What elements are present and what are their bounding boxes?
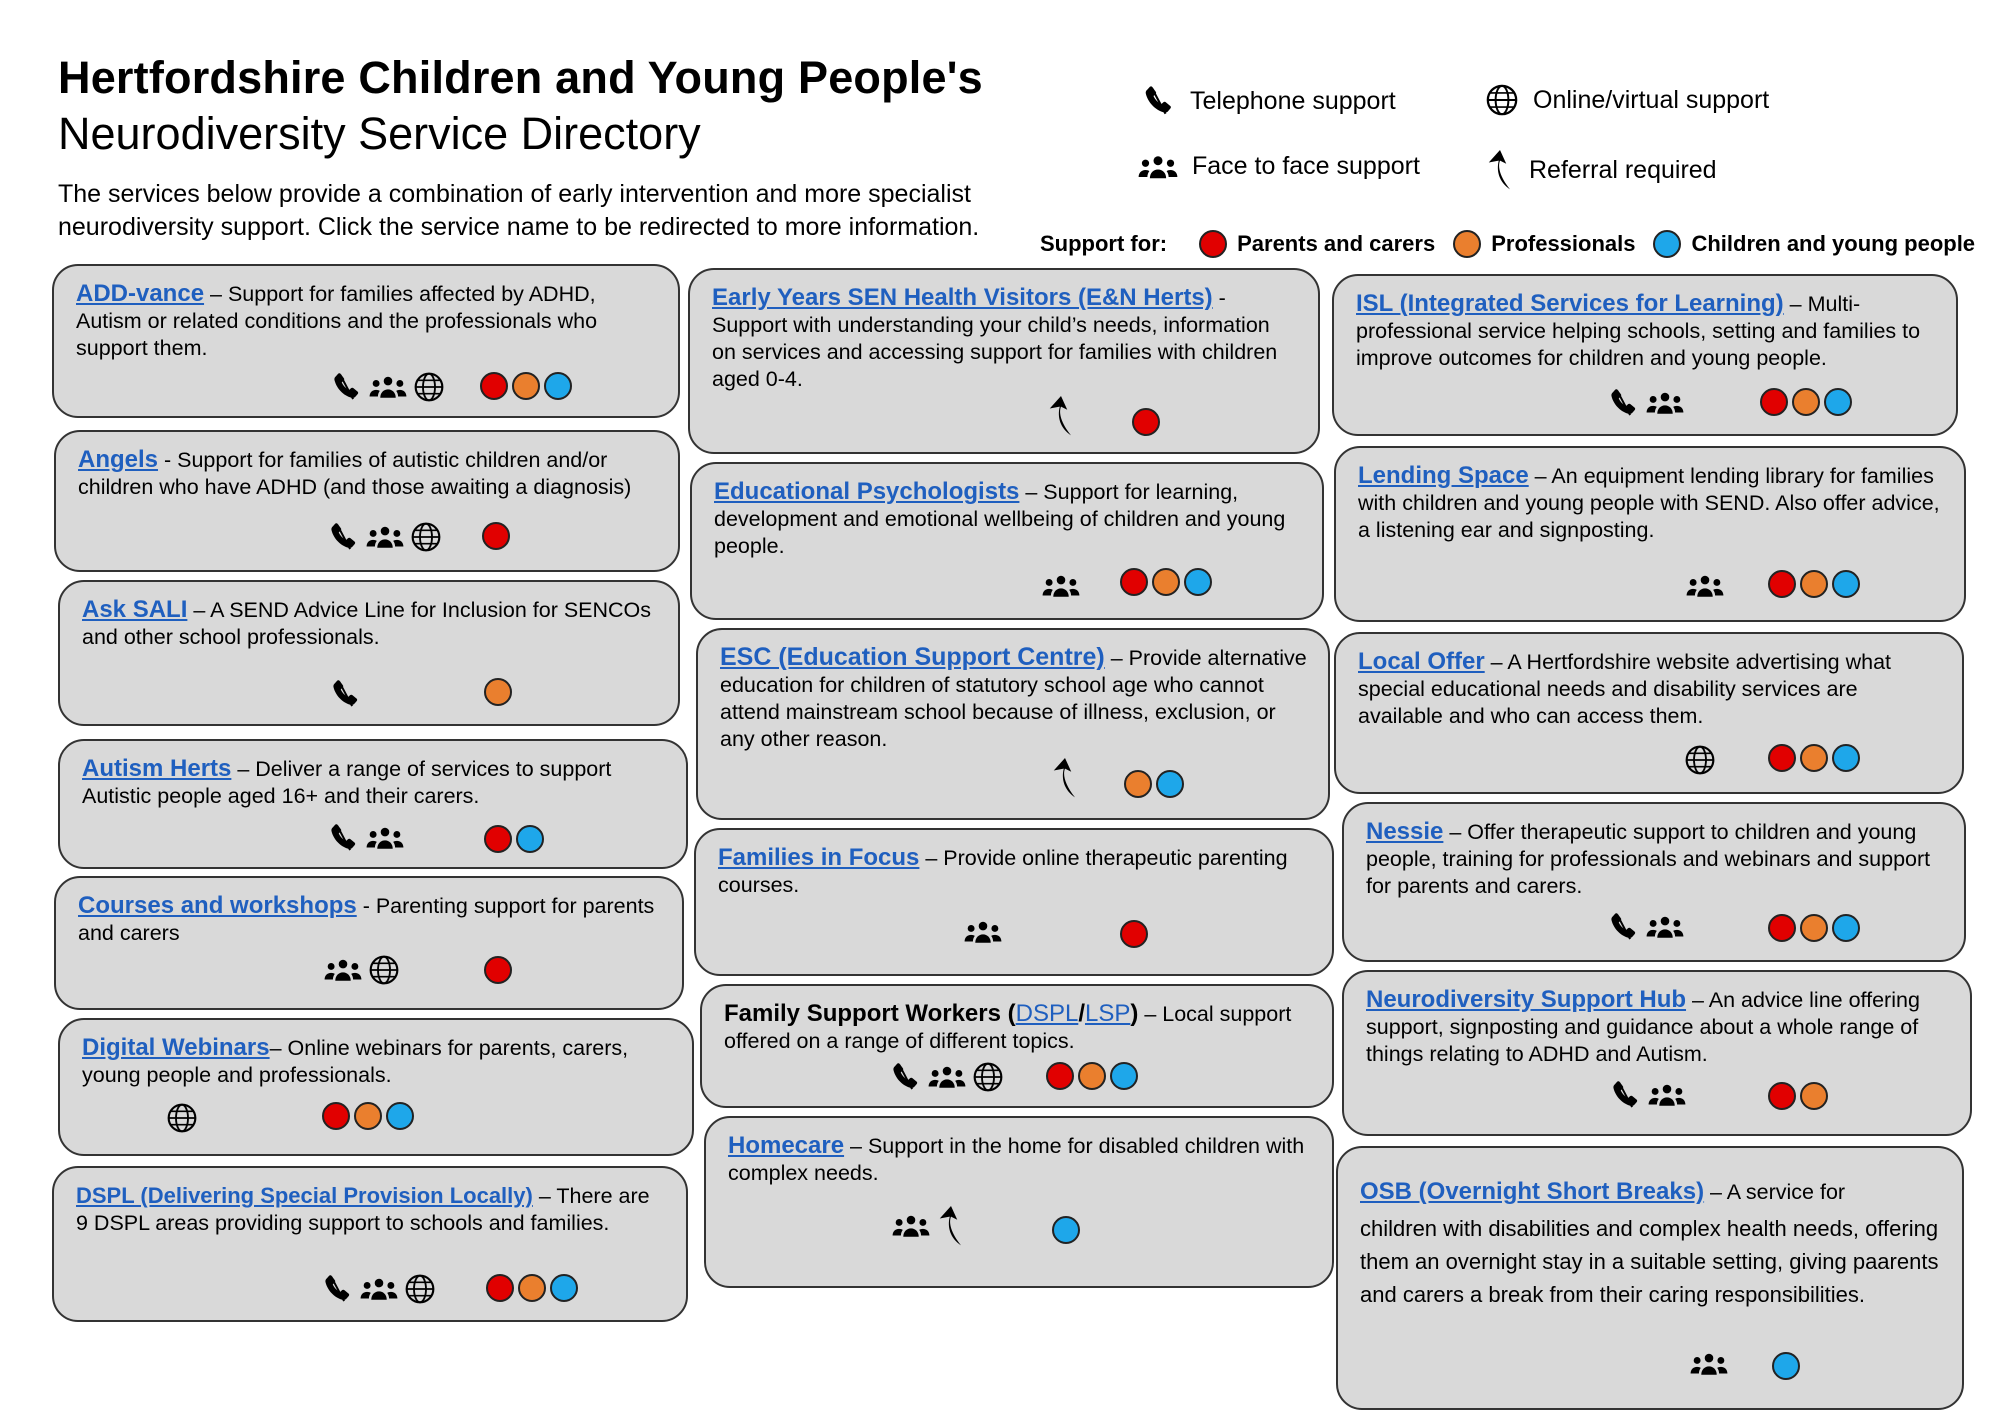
link-fsw-dspl[interactable]: DSPL xyxy=(1015,1000,1079,1027)
people-icon xyxy=(1042,574,1080,598)
children-label: Children and young people xyxy=(1691,231,1976,256)
link-angels[interactable]: Angels xyxy=(78,446,159,473)
children-dot xyxy=(1832,744,1860,772)
people-icon xyxy=(369,375,407,399)
dots-families xyxy=(1120,920,1152,948)
people-icon xyxy=(1686,574,1724,598)
professionals-dot xyxy=(1800,744,1828,772)
desc-osb-2: children with disabilities and complex health needs, offering them an overnight stay in a suitable setting, giving paarents and carers a break from their caring responsibilities. xyxy=(1360,1216,1939,1307)
people-icon xyxy=(366,826,404,850)
dots-autismherts xyxy=(484,825,548,853)
parents-dot xyxy=(484,956,512,984)
link-courses[interactable]: Courses and workshops xyxy=(78,892,357,919)
people-icon xyxy=(366,525,404,549)
desc-localoffer: – A Hertfordshire website advertising what special educational needs and disability services are available and who can access them. xyxy=(1358,650,1892,728)
card-esc xyxy=(696,628,1330,820)
card-asksali xyxy=(58,580,680,726)
card-homecare xyxy=(704,1116,1334,1288)
card-edpsych xyxy=(690,462,1324,620)
legend-face xyxy=(1138,152,1420,181)
card-nessie xyxy=(1342,802,1966,962)
link-esc[interactable]: ESC (Education Support Centre) xyxy=(720,643,1105,671)
icons-courses xyxy=(324,954,406,986)
fsw-name-suffix: ) xyxy=(1130,1000,1139,1027)
card-lending xyxy=(1334,446,1966,622)
card-hub xyxy=(1342,970,1972,1136)
icons-addvance xyxy=(329,370,451,404)
card-addvance xyxy=(52,264,680,418)
icons-isl xyxy=(1606,386,1690,420)
dots-courses xyxy=(484,956,516,984)
children-dot xyxy=(1653,230,1681,258)
children-dot xyxy=(1110,1062,1138,1090)
icons-earlyyears xyxy=(1046,394,1082,438)
parents-dot xyxy=(1120,568,1148,596)
parents-dot xyxy=(1768,570,1796,598)
dots-fsw xyxy=(1046,1062,1142,1090)
dots-edpsych xyxy=(1120,568,1216,596)
link-addvance[interactable]: ADD-vance xyxy=(76,280,205,307)
link-edpsych[interactable]: Educational Psychologists xyxy=(714,478,1020,505)
referral-arrow-icon xyxy=(936,1204,966,1248)
dots-angels xyxy=(482,522,514,550)
desc-isl: – Multi-professional service helping schools, setting and families to improve outcomes for children and young people. xyxy=(1356,292,1921,370)
dots-nessie xyxy=(1768,914,1864,942)
fsw-name-prefix: Family Support Workers ( xyxy=(724,1000,1016,1027)
globe-icon xyxy=(368,954,400,986)
phone-icon xyxy=(329,370,363,404)
parents-dot xyxy=(1120,920,1148,948)
desc-hub: – An advice line offering support, signposting and guidance about a whole range of things relating to ADHD and Autism. xyxy=(1366,988,1920,1066)
icons-lending xyxy=(1686,574,1730,598)
fsw-sep: / xyxy=(1078,1000,1085,1027)
children-dot xyxy=(516,825,544,853)
link-hub[interactable]: Neurodiversity Support Hub xyxy=(1366,986,1687,1013)
icons-families xyxy=(964,920,1008,944)
icons-localoffer xyxy=(1684,744,1722,776)
children-dot xyxy=(1772,1352,1800,1380)
card-autismherts xyxy=(58,739,688,869)
phone-icon xyxy=(1140,83,1176,119)
dots-homecare xyxy=(1052,1216,1084,1244)
professionals-dot xyxy=(1792,388,1820,416)
card-webinars xyxy=(58,1018,694,1156)
professionals-dot xyxy=(354,1102,382,1130)
dots-esc xyxy=(1124,770,1188,798)
legend-online xyxy=(1485,83,1769,117)
card-angels xyxy=(54,430,680,572)
people-icon xyxy=(1646,915,1684,939)
children-dot xyxy=(1052,1216,1080,1244)
intro-text: The services below provide a combination of early intervention and more specialist neurodiversity support. Click the service name to be redirected to more information. xyxy=(58,180,980,241)
people-icon xyxy=(964,920,1002,944)
desc-webinars: – Online webinars for parents, carers, young people and professionals. xyxy=(82,1036,629,1087)
desc-lending: – An equipment lending library for families with children and young people with SEND. Also offer advice, a listening ear and signposting. xyxy=(1358,464,1940,542)
phone-icon xyxy=(326,520,360,554)
children-dot xyxy=(550,1274,578,1302)
link-asksali[interactable]: Ask SALI xyxy=(82,596,188,623)
people-icon xyxy=(324,958,362,982)
parents-dot xyxy=(1768,744,1796,772)
dots-isl xyxy=(1760,388,1856,416)
people-icon xyxy=(928,1065,966,1089)
phone-icon xyxy=(1606,910,1640,944)
people-icon xyxy=(360,1277,398,1301)
globe-icon xyxy=(972,1061,1004,1093)
desc-earlyyears: - Support with understanding your child’s needs, information on services and accessing support for families with children aged 0-4. xyxy=(712,286,1278,391)
professionals-dot xyxy=(518,1274,546,1302)
desc-esc: – Provide alternative education for children of statutory school age who cannot attend mainstream school because of illness, exclusion, or any other reason. xyxy=(720,646,1307,751)
page-title: Hertfordshire Children and Young People's xyxy=(58,52,983,103)
globe-icon xyxy=(404,1273,436,1305)
professionals-dot xyxy=(1800,1082,1828,1110)
children-dot xyxy=(1832,914,1860,942)
card-dspl xyxy=(52,1166,688,1322)
icons-asksali xyxy=(328,677,368,711)
professionals-dot xyxy=(1078,1062,1106,1090)
parents-dot xyxy=(1199,230,1227,258)
globe-icon xyxy=(166,1102,198,1134)
desc-osb-1: – A service for xyxy=(1704,1180,1846,1204)
icons-osb xyxy=(1690,1352,1734,1376)
link-webinars[interactable]: Digital Webinars xyxy=(82,1034,270,1061)
referral-arrow-icon xyxy=(1485,148,1515,192)
card-localoffer xyxy=(1334,632,1964,794)
dots-osb xyxy=(1772,1352,1804,1380)
children-dot xyxy=(1184,568,1212,596)
children-dot xyxy=(1156,770,1184,798)
children-dot xyxy=(544,372,572,400)
professionals-dot xyxy=(484,678,512,706)
children-dot xyxy=(386,1102,414,1130)
icons-autismherts xyxy=(326,821,410,855)
icons-webinars xyxy=(166,1102,204,1134)
desc-angels: - Support for families of autistic children and/or children who have ADHD (and those awaiting a diagnosis) xyxy=(78,448,632,499)
referral-arrow-icon xyxy=(1050,756,1080,800)
link-autismherts[interactable]: Autism Herts xyxy=(82,755,232,782)
desc-families: – Provide online therapeutic parenting courses. xyxy=(718,846,1288,897)
legend-telephone xyxy=(1140,83,1396,119)
desc-courses: - Parenting support for parents and carers xyxy=(78,894,655,945)
people-icon xyxy=(1646,391,1684,415)
parents-dot xyxy=(482,522,510,550)
parents-dot xyxy=(480,372,508,400)
phone-icon xyxy=(1606,386,1640,420)
link-lending[interactable]: Lending Space xyxy=(1358,462,1529,489)
dots-earlyyears xyxy=(1132,408,1164,436)
desc-autismherts: – Deliver a range of services to support Autistic people aged 16+ and their carers. xyxy=(82,757,612,808)
card-families xyxy=(694,828,1334,976)
card-fsw xyxy=(700,984,1334,1108)
dots-dspl xyxy=(486,1274,582,1302)
icons-hub xyxy=(1608,1078,1692,1112)
desc-dspl: – There are 9 DSPL areas providing support to schools and families. xyxy=(76,1184,650,1235)
link-nessie[interactable]: Nessie xyxy=(1366,818,1444,845)
parents-label: Parents and carers xyxy=(1237,231,1436,256)
support-for-label: Support for: xyxy=(1040,231,1168,256)
dots-localoffer xyxy=(1768,744,1864,772)
referral-arrow-icon xyxy=(1046,394,1076,438)
icons-fsw xyxy=(888,1060,1010,1094)
professionals-dot xyxy=(1152,568,1180,596)
card-earlyyears xyxy=(688,268,1320,454)
icons-homecare xyxy=(892,1204,972,1248)
desc-addvance: – Support for families affected by ADHD, Autism or related conditions and the professionals who support them. xyxy=(76,282,598,360)
desc-fsw: – Local support offered on a range of different topics. xyxy=(724,1002,1292,1053)
desc-nessie: – Offer therapeutic support to children and young people, training for professionals and webinars and support for parents and carers. xyxy=(1366,820,1931,898)
icons-esc xyxy=(1050,756,1086,800)
legend-referral-label: Referral required xyxy=(1529,155,1717,184)
link-isl[interactable]: ISL (Integrated Services for Learning) xyxy=(1356,290,1784,317)
card-isl xyxy=(1332,274,1958,436)
children-dot xyxy=(1824,388,1852,416)
parents-dot xyxy=(1046,1062,1074,1090)
phone-icon xyxy=(888,1060,922,1094)
professionals-dot xyxy=(1800,914,1828,942)
desc-homecare: – Support in the home for disabled children with complex needs. xyxy=(728,1134,1305,1185)
page-subtitle: Neurodiversity Service Directory xyxy=(58,108,701,159)
globe-icon xyxy=(1684,744,1716,776)
phone-icon xyxy=(328,677,362,711)
parents-dot xyxy=(1768,1082,1796,1110)
legend-referral xyxy=(1485,148,1717,192)
legend-online-label: Online/virtual support xyxy=(1533,85,1770,114)
professionals-dot xyxy=(1800,570,1828,598)
desc-edpsych: – Support for learning, development and emotional wellbeing of children and young people. xyxy=(714,480,1286,558)
dots-webinars xyxy=(322,1102,418,1130)
children-dot xyxy=(1832,570,1860,598)
professionals-dot xyxy=(512,372,540,400)
people-icon xyxy=(1690,1352,1728,1376)
link-earlyyears[interactable]: Early Years SEN Health Visitors (E&N Herts) xyxy=(712,284,1213,311)
professionals-dot xyxy=(1453,230,1481,258)
parents-dot xyxy=(322,1102,350,1130)
parents-dot xyxy=(484,825,512,853)
icons-angels xyxy=(326,520,448,554)
link-homecare[interactable]: Homecare xyxy=(728,1132,845,1159)
link-osb[interactable]: OSB (Overnight Short Breaks) xyxy=(1360,1178,1705,1205)
icons-nessie xyxy=(1606,910,1690,944)
dots-hub xyxy=(1768,1082,1832,1110)
globe-icon xyxy=(410,521,442,553)
dots-asksali xyxy=(484,678,516,706)
people-icon xyxy=(1138,154,1178,180)
link-dspl[interactable]: DSPL (Delivering Special Provision Locally) xyxy=(76,1183,533,1208)
icons-edpsych xyxy=(1042,574,1086,598)
professionals-label: Professionals xyxy=(1491,231,1636,256)
dots-addvance xyxy=(480,372,576,400)
legend-face-label: Face to face support xyxy=(1192,152,1420,180)
support-for-legend xyxy=(1040,230,1975,258)
card-courses xyxy=(54,876,684,1010)
phone-icon xyxy=(326,821,360,855)
link-localoffer[interactable]: Local Offer xyxy=(1358,648,1485,675)
desc-asksali: – A SEND Advice Line for Inclusion for SENCOs and other school professionals. xyxy=(82,598,652,649)
dots-lending xyxy=(1768,570,1864,598)
people-icon xyxy=(1648,1083,1686,1107)
globe-icon xyxy=(1485,83,1519,117)
phone-icon xyxy=(320,1272,354,1306)
icons-dspl xyxy=(320,1272,442,1306)
parents-dot xyxy=(1768,914,1796,942)
professionals-dot xyxy=(1124,770,1152,798)
people-icon xyxy=(892,1214,930,1238)
card-osb xyxy=(1336,1146,1964,1410)
legend-telephone-label: Telephone support xyxy=(1190,86,1396,115)
link-fsw-lsp[interactable]: LSP xyxy=(1084,1000,1131,1027)
parents-dot xyxy=(486,1274,514,1302)
phone-icon xyxy=(1608,1078,1642,1112)
parents-dot xyxy=(1760,388,1788,416)
globe-icon xyxy=(413,371,445,403)
parents-dot xyxy=(1132,408,1160,436)
link-families[interactable]: Families in Focus xyxy=(718,844,920,871)
